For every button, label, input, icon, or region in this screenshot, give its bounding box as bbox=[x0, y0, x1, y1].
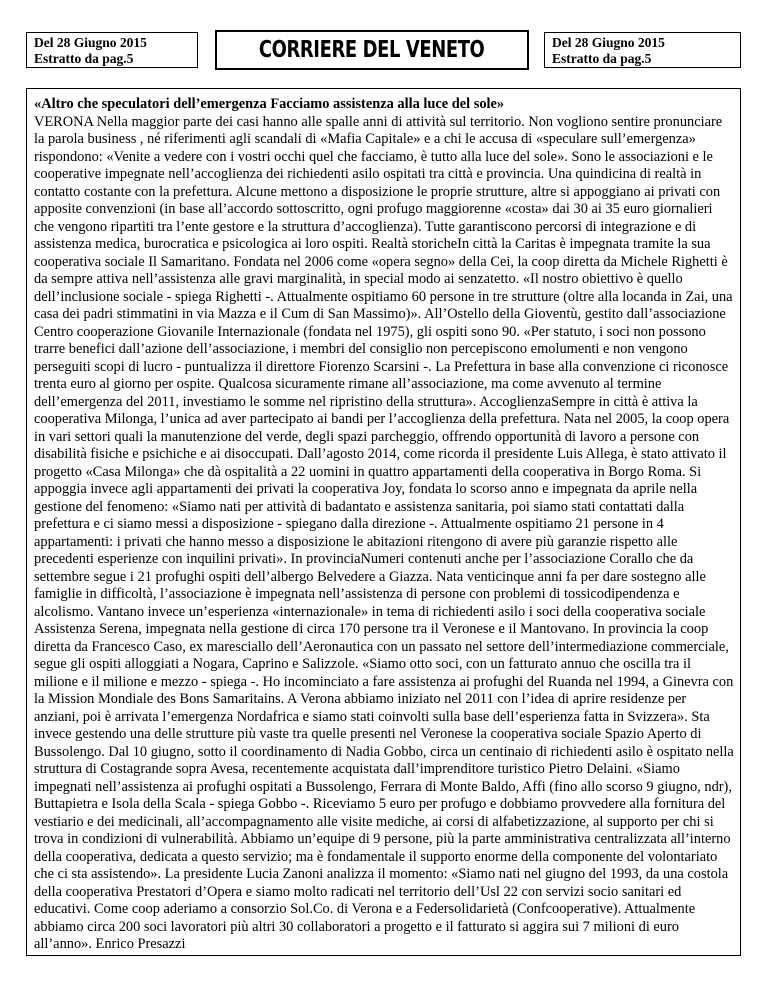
article-title: «Altro che speculatori dell’emergenza Facciamo assistenza alla luce del sole» bbox=[34, 96, 505, 112]
newspaper-masthead-logo bbox=[215, 30, 529, 70]
header-left-extract: Estratto da pag.5 bbox=[34, 51, 134, 66]
masthead-text: CORRIERE DEL VENETO bbox=[259, 37, 485, 63]
article-frame bbox=[26, 88, 741, 956]
header-left-box bbox=[26, 32, 198, 68]
header-right-box bbox=[544, 32, 741, 68]
header-right-extract: Estratto da pag.5 bbox=[552, 51, 652, 66]
header-right-date: Del 28 Giugno 2015 bbox=[552, 35, 665, 50]
header-left-date: Del 28 Giugno 2015 bbox=[34, 35, 147, 50]
article-body: VERONA Nella maggior parte dei casi hanno alle spalle anni di attività sul territorio. Non vogliono sentire pronunciare la parola business , né riferimenti agli scandali di «Mafia Capitale» e a chi le accusa di «speculare sull’emergenza» rispondono: «Venite a vedere con i vostri occhi quel che facciamo, è tutto alla luce del sole». Sono le associazioni e le cooperative impegnate nell’accoglienza dei richiedenti asilo ospitati tra città e provincia. Una quindicina di realtà in contatto costante con la prefettura. Alcune mettono a disposizione le proprie strutture, altre si appoggiano ai privati con apposite convenzioni (in base all’accordo sottoscritto, ogni profugo maggiorenne «costa» dai 30 ai 35 euro giornalieri che vengono ripartiti tra l’ente gestore e la struttura d’accoglienza). Tutte garantiscono percorsi di integrazione e di assistenza medica, burocratica e psicologica ai loro ospiti. Realtà storicheIn città la Caritas è impegnata tramite la sua cooperativa sociale Il Samaritano. Fondata nel 2006 come «opera segno» della Cei, la coop diretta da Michele Righetti è da sempre attiva nell’assistenza alle gravi marginalità, in special modo ai senzatetto. «Il nostro obiettivo è quello dell’inclusione sociale - spiega Righetti -. Attualmente ospitiamo 60 persone in tre strutture (oltre alla locanda in Zai, una casa dei padri stimmatini in via Mazza e il Cum di San Massimo)». All’Ostello della Gioventù, gestito dall’associazione Centro cooperazione Giovanile Internazionale (fondata nel 1975), gli ospiti sono 90. «Per statuto, i soci non possono trarre benefici dall’azione dell’associazione, i membri del consiglio non percepiscono emolumenti e non vengono perseguiti scopi di lucro - puntualizza il direttore Fiorenzo Scarsini -. La Prefettura in base alla convenzione ci riconosce trenta euro al giorno per ospite. Qualcosa sicuramente rimane all’associazione, ma come avvenuto al termine dell’emergenza del 2011, investiamo le somme nel ripristino della struttura». AccoglienzaSempre in città è attiva la cooperativa Milonga, l’unica ad aver partecipato ai bandi per l’accoglienza della prefettura. Nata nel 2005, la coop opera in vari settori quali la manutenzione del verde, degli spazi parcheggio, offrendo opportunità di lavoro a persone con disabilità fisiche e psichiche e ai disoccupati. Dall’agosto 2014, come ricorda il presidente Luis Allega, è stato attivato il progetto «Casa Milonga» che dà ospitalità a 22 uomini in quattro appartamenti della cooperativa in Borgo Roma. Si appoggia invece agli appartamenti dei privati la cooperativa Joy, fondata lo scorso anno e impegnata da aprile nella gestione del fenomeno: «Siamo nati per attività di badantato e assistenza sanitaria, poi siamo stati contattati dalla prefettura e ci siamo messi a disposizione - spiegano dalla direzione -. Attualmente ospitiamo 21 persone in 4 appartamenti: i privati che hanno messo a disposizione le abitazioni ritengono di avere più garanzie rispetto alle precedenti esperienze con inquilini privati». In provinciaNumeri contenuti anche per l’associazione Corallo che da settembre segue i 21 profughi ospiti dell’albergo Belvedere a Giazza. Nata venticinque anni fa per dare sostegno alle famiglie in difficoltà, l’associazione è impegnata nell’assistenza di persone con problemi di tossicodipendenza e alcolismo. Vantano invece un’esperienza «internazionale» in tema di richiedenti asilo i soci della cooperativa sociale Assistenza Serena, impegnata nella gestione di circa 170 persone tra il Veronese e il Mantovano. In provincia la coop diretta da Francesco Caso, ex maresciallo dell’Aeronautica con un passato nel settore dell’intermediazione commerciale, segue gli ospiti alloggiati a Nogara, Caprino e Salizzole. «Siamo otto soci, con un fatturato annuo che oscilla tra il milione e il milione e mezzo - spiega -. Ho incominciato a fare assistenza ai profughi del Ruanda nel 1994, a Ginevra con la Mission Mondiale des Bons Samaritains. A Verona abbiamo iniziato nel 2011 con l’idea di aprire residenze per anziani, poi è arrivata l’emergenza Nordafrica e siamo stati coinvolti sulla base dell’esperienza fatta in Svizzera». Sta invece gestendo una delle strutture più vaste tra quelle presenti nel Veronese la cooperativa sociale Spazio Aperto di Bussolengo. Dal 10 giugno, sotto il coordinamento di Nadia Gobbo, circa un centinaio di richiedenti asilo è ospitato nella struttura di Costagrande sopra Avesa, recentemente acquistata dall’imprenditore turistico Pietro Delaini. «Siamo impegnati nell’assistenza ai profughi ospitati a Bussolengo, Ferrara di Monte Baldo, Affi (fino allo scorso 9 giugno, ndr), Buttapietra e Isola della Scala - spiega Gobbo -. Riceviamo 5 euro per profugo e dobbiamo provvedere alla fornitura del vestiario e dei medicinali, all’accompagnamento alle visite mediche, ai corsi di alfabetizzazione, al supporto per chi si trova in condizioni di vulnerabilità. Abbiamo un’equipe di 9 persone, più la parte amministrativa centralizzata all’interno della cooperativa, dedicata a questo servizio; ma è fondamentale il supporto enorme della componente del volontariato che ci sta assistendo». La presidente Lucia Zanoni analizza il momento: «Siamo nati nel giugno del 1993, da una costola della cooperativa Prestatori d’Opera e siamo molto radicati nel territorio dell’Usl 22 con servizi socio sanitari ed educativi. Come coop aderiamo a consorzio Sol.Co. di Verona e a Federsolidarietà (Confcooperative). Attualmente abbiamo circa 200 soci lavoratori più altri 30 collaboratori a progetto e il fatturato si aggira sui 7 milioni di euro all’anno». Enrico Presazzi bbox=[34, 113, 734, 952]
